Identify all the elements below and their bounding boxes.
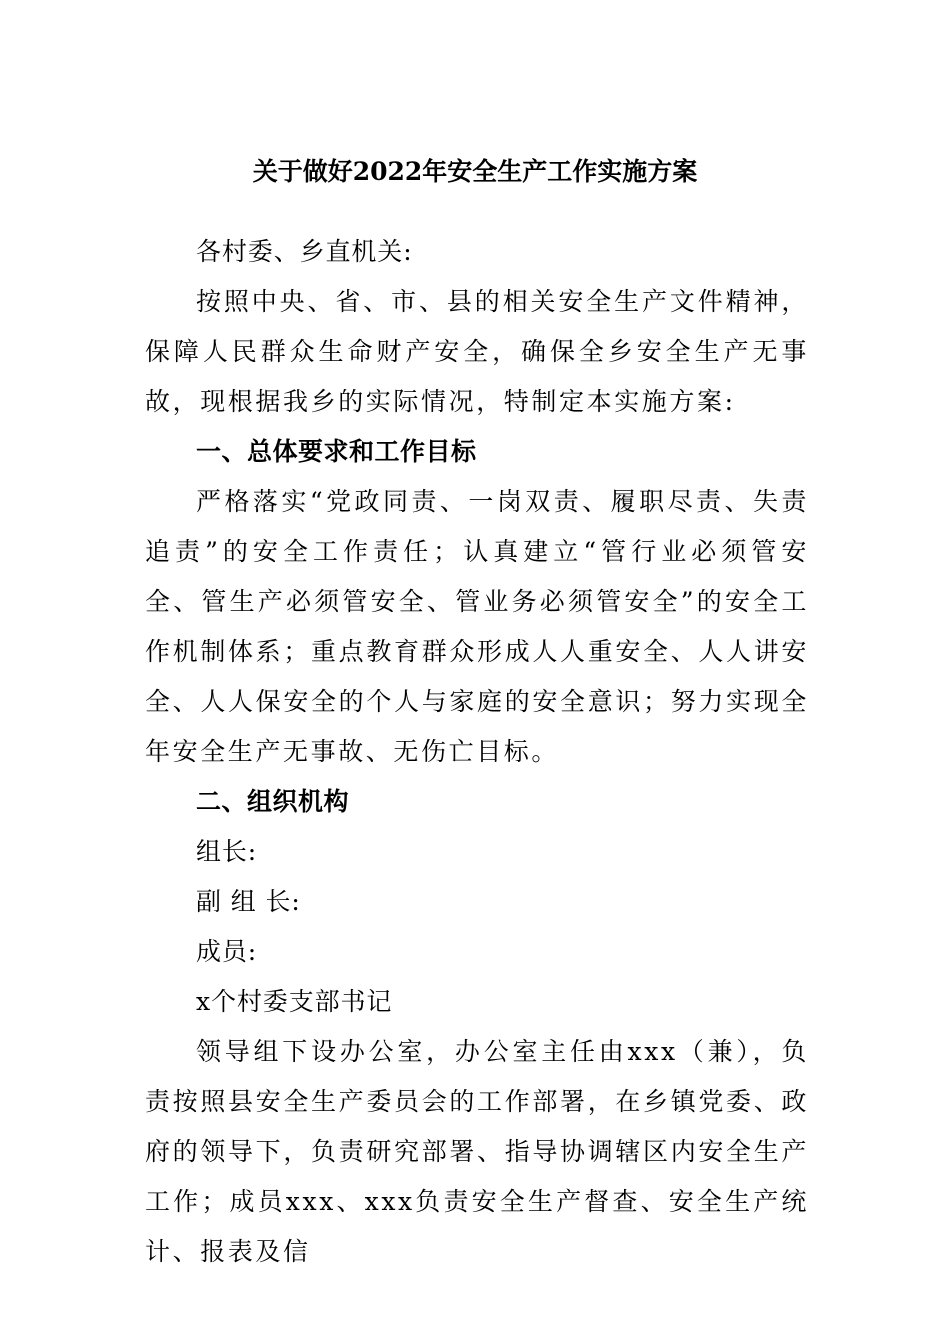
office-paragraph: 领导组下设办公室，办公室主任由xxx（兼），负责按照县安全生产委员会的工作部署，在乡镇党委、政府的领导下，负责研究部署、指导协调辖区内安全生产工作；成员xxx、xxx负责安全生产督查、安全生产统计、报表及信 bbox=[145, 1037, 809, 1266]
section-2-heading: 二、组织机构 bbox=[196, 787, 350, 816]
salutation: 各村委、乡直机关: bbox=[196, 237, 413, 266]
members-line: 成员: bbox=[196, 937, 258, 966]
document-title: 关于做好2022年安全生产工作实施方案 bbox=[252, 157, 698, 186]
section-1-body: 严格落实“党政同责、一岗双责、履职尽责、失责追责”的安全工作责任；认真建立“管行业必须管安全、管生产必须管安全、管业务必须管安全”的安全工作机制体系；重点教育群众形成人人重安全、人人讲安全、人人保安全的个人与家庭的安全意识；努力实现全年安全生产无事故、无伤亡目标。 bbox=[145, 487, 809, 766]
intro-paragraph: 按照中央、省、市、县的相关安全生产文件精神，保障人民群众生命财产安全，确保全乡安全生产无事故，现根据我乡的实际情况，特制定本实施方案: bbox=[145, 287, 809, 416]
leader-line: 组长: bbox=[196, 837, 258, 866]
deputy-leader-line: 副 组 长: bbox=[196, 887, 301, 916]
section-1-heading: 一、总体要求和工作目标 bbox=[196, 437, 477, 466]
members-detail-line: x个村委支部书记 bbox=[196, 987, 393, 1016]
